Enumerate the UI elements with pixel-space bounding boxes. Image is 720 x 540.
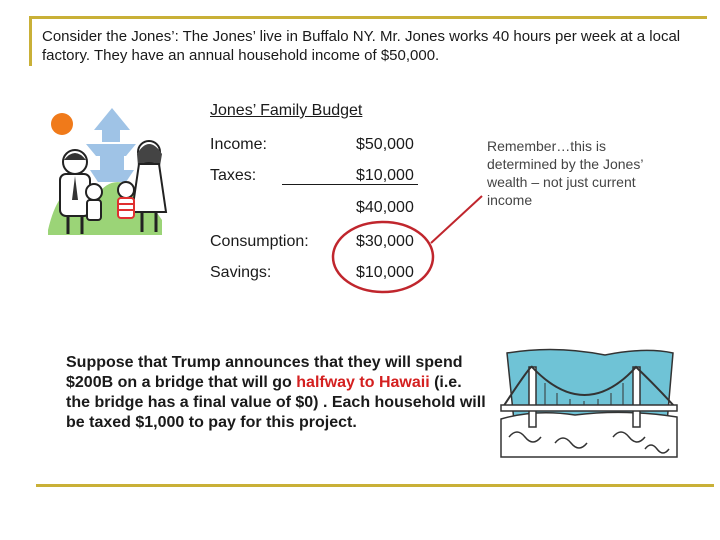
income-label: Income:: [210, 136, 267, 153]
scenario-text-part2: (i.e. the bridge has a final value of $0) . Each household will be taxed $1,000 to pay for this project.: [66, 374, 486, 431]
bridge-clipart-icon: [495, 345, 680, 465]
scenario-text-part1: Suppose that Trump announces that they will spend $200B on a bridge that will go: [66, 354, 463, 391]
taxes-label: Taxes:: [210, 167, 257, 184]
wealth-note: Remember…this is determined by the Jones’ wealth – not just current income: [487, 138, 643, 208]
note-connector-line: [431, 196, 482, 243]
income-value: $50,000: [356, 136, 414, 153]
scenario-text: [66, 353, 486, 433]
savings-value: $10,000: [356, 264, 414, 281]
net-income-value: $40,000: [356, 199, 414, 216]
budget-title: Jones’ Family Budget: [210, 102, 363, 119]
consumption-value: $30,000: [356, 233, 414, 250]
taxes-value: $10,000: [356, 167, 414, 184]
savings-label: Savings:: [210, 264, 272, 281]
intro-text: Consider the Jones’: The Jones’ live in Buffalo NY. Mr. Jones works 40 hours per week at a local factory. They have an annual household income of $50,000.: [42, 28, 681, 64]
scenario-highlight: halfway to Hawaii: [296, 374, 430, 391]
savings-highlight-oval: [333, 222, 433, 292]
consumption-label: Consumption:: [210, 233, 309, 250]
